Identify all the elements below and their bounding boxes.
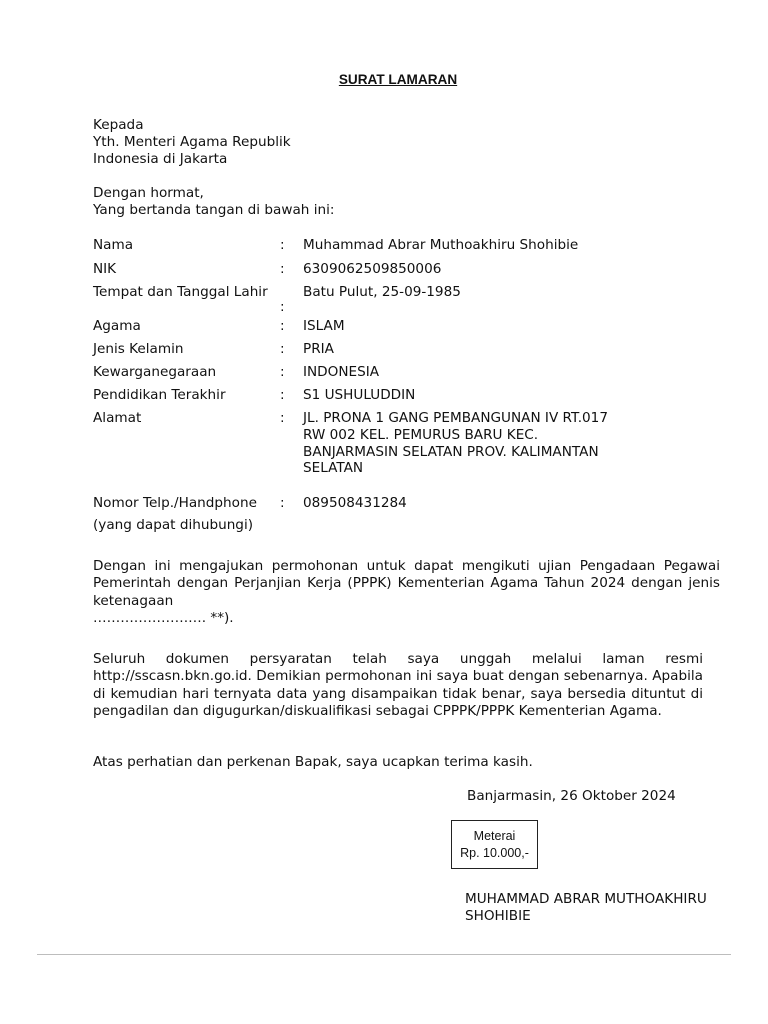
stamp-line-1: Meterai	[473, 828, 516, 843]
greeting-line-2: Yang bertanda tangan di bawah ini:	[93, 202, 335, 218]
field-value-nik: 6309062509850006	[303, 261, 442, 277]
field-value-ttl: Batu Pulut, 25-09-1985	[303, 284, 461, 300]
field-label-agama: Agama	[93, 318, 141, 334]
field-colon: :	[280, 237, 285, 253]
field-value-jenis-kelamin: PRIA	[303, 341, 334, 357]
field-colon: :	[280, 410, 285, 426]
field-label-jenis-kelamin: Jenis Kelamin	[93, 341, 184, 357]
field-colon: :	[280, 341, 285, 357]
signatory-name: MUHAMMAD ABRAR MUTHOAKHIRU SHOHIBIE	[465, 891, 707, 924]
field-label-pendidikan: Pendidikan Terakhir	[93, 387, 226, 403]
place-date: Banjarmasin, 26 Oktober 2024	[467, 788, 676, 804]
letter-title: SURAT LAMARAN	[338, 72, 458, 87]
field-label-nama: Nama	[93, 237, 134, 253]
field-label-alamat: Alamat	[93, 410, 142, 426]
greeting-line-1: Dengan hormat,	[93, 185, 204, 201]
field-colon: :	[280, 364, 285, 380]
meterai-stamp-box	[451, 820, 538, 869]
field-label-ttl: Tempat dan Tanggal Lahir	[93, 284, 268, 300]
field-label-telepon: Nomor Telp./Handphone	[93, 495, 257, 511]
field-colon: :	[280, 495, 285, 511]
recipient-line-1: Kepada	[93, 117, 144, 133]
field-label-nik: NIK	[93, 261, 117, 277]
field-value-pendidikan: S1 USHULUDDIN	[303, 387, 416, 403]
paragraph-statement: Seluruh dokumen persyaratan telah saya unggah melalui laman resmi http://sscasn.bkn.go.id. Demikian permohonan ini saya buat dengan sebenarnya. Apabila di kemudian hari ternyata data yang disampaikan tidak benar, saya bersedia dituntut di pengadilan dan digugurkan/diskualifikasi sebagai CPPPK/PPPK Kementerian Agama.	[93, 651, 703, 720]
phone-note: (yang dapat dihubungi)	[93, 517, 254, 533]
recipient-line-2: Yth. Menteri Agama Republik	[93, 134, 291, 150]
field-value-agama: ISLAM	[303, 318, 345, 334]
field-colon: :	[280, 261, 285, 277]
paragraph-application-tail: ……………………. **).	[93, 610, 234, 626]
field-value-nama: Muhammad Abrar Muthoakhiru Shohibie	[303, 237, 579, 253]
field-value-kewarganegaraan: INDONESIA	[303, 364, 380, 380]
field-colon: :	[280, 318, 285, 334]
closing-line: Atas perhatian dan perkenan Bapak, saya ucapkan terima kasih.	[93, 754, 533, 770]
page-divider	[37, 954, 731, 955]
field-colon: :	[280, 387, 285, 403]
field-value-alamat: JL. PRONA 1 GANG PEMBANGUNAN IV RT.017 RW 002 KEL. PEMURUS BARU KEC. BANJARMASIN SELATAN PROV. KALIMANTAN SELATAN	[303, 410, 608, 477]
field-value-telepon: 089508431284	[303, 495, 407, 511]
field-label-kewarganegaraan: Kewarganegaraan	[93, 364, 217, 380]
recipient-line-3: Indonesia di Jakarta	[93, 151, 228, 167]
stamp-line-2: Rp. 10.000,-	[460, 845, 529, 860]
field-colon: :	[280, 299, 285, 315]
paragraph-application: Dengan ini mengajukan permohonan untuk dapat mengikuti ujian Pengadaan Pegawai Pemerintah dengan Perjanjian Kerja (PPPK) Kementerian Agama Tahun 2024 dengan jenis ketenagaan	[93, 558, 720, 609]
